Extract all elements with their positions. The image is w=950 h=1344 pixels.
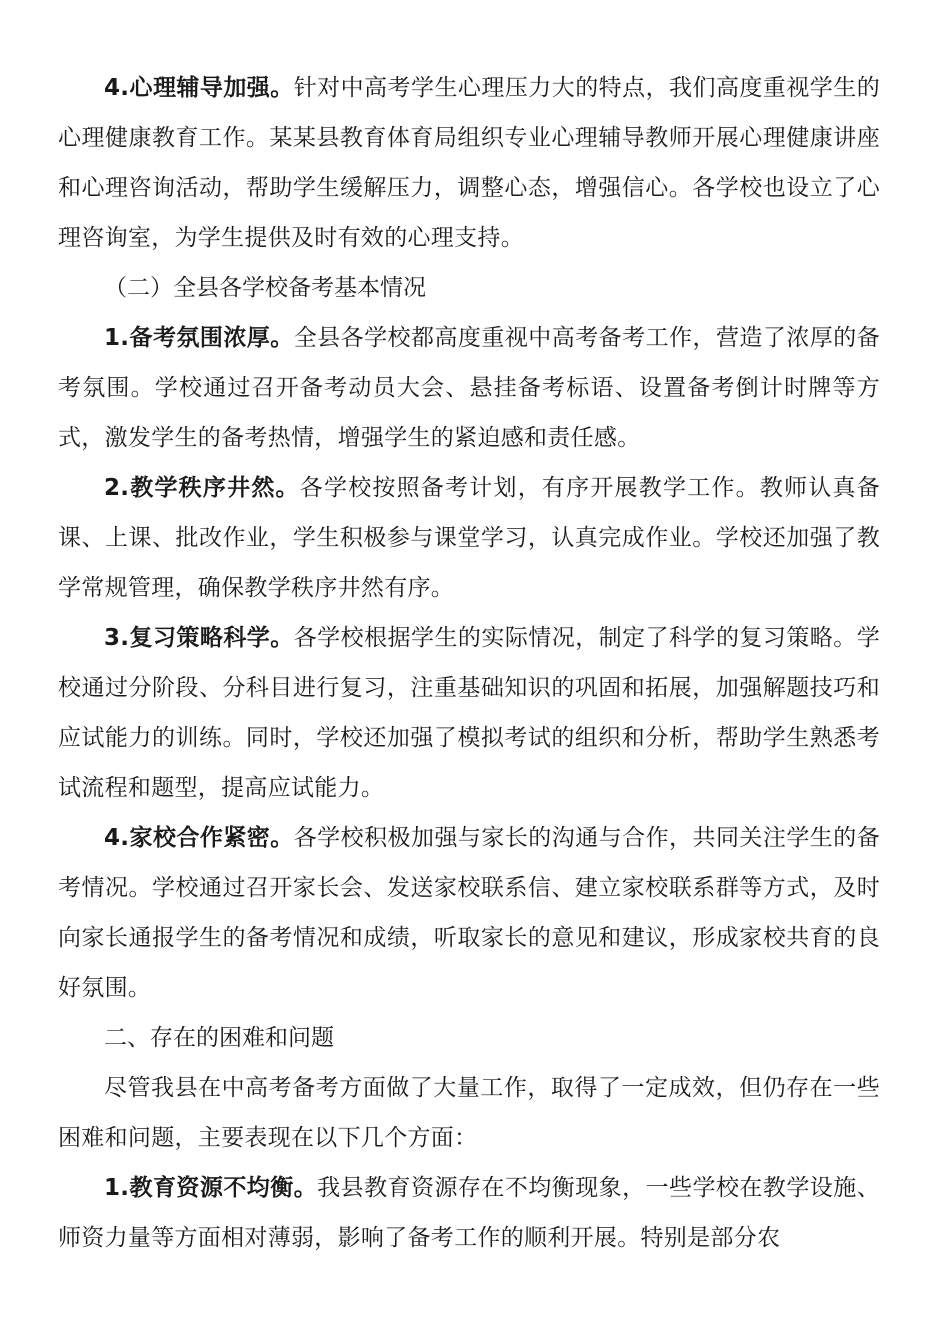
paragraph-text: 各学校积极加强与家长的沟通与合作，共同关注学生的备考情况。学校通过召开家长会、发送家校联系信、建立家校联系群等方式，及时向家长通报学生的备考情况和成绩，听取家长的意见和建议，形成家校共育的良好氛围。	[58, 825, 880, 1001]
paragraph-teaching-order	[58, 463, 880, 613]
paragraph-lead: 1.备考氛围浓厚。	[104, 325, 294, 351]
paragraph-lead: 1.教育资源不均衡。	[104, 1175, 318, 1201]
paragraph-review-strategy	[58, 613, 880, 813]
section-heading-school-preparation: （二）全县各学校备考基本情况	[104, 275, 426, 301]
paragraph-atmosphere	[58, 313, 880, 463]
paragraph-lead: 4.家校合作紧密。	[104, 825, 294, 851]
paragraph-resource-imbalance	[58, 1163, 880, 1263]
paragraph-text: 尽管我县在中高考备考方面做了大量工作，取得了一定成效，但仍存在一些困难和问题，主要表现在以下几个方面：	[58, 1075, 880, 1151]
paragraph-lead: 3.复习策略科学。	[104, 625, 294, 651]
section-heading-problems: 二、存在的困难和问题	[104, 1025, 334, 1051]
paragraph-text: 各学校按照备考计划，有序开展教学工作。教师认真备课、上课、批改作业，学生积极参与课堂学习，认真完成作业。学校还加强了教学常规管理，确保教学秩序井然有序。	[58, 475, 880, 601]
document-page	[58, 63, 880, 1263]
paragraph-text: 我县教育资源存在不均衡现象，一些学校在教学设施、师资力量等方面相对薄弱，影响了备考工作的顺利开展。特别是部分农	[58, 1175, 880, 1251]
paragraph-text: 全县各学校都高度重视中高考备考工作，营造了浓厚的备考氛围。学校通过召开备考动员大会、悬挂备考标语、设置备考倒计时牌等方式，激发学生的备考热情，增强学生的紧迫感和责任感。	[58, 325, 880, 451]
paragraph-lead: 4.心理辅导加强。	[104, 75, 294, 101]
paragraph-home-school	[58, 813, 880, 1013]
paragraph-lead: 2.教学秩序井然。	[104, 475, 300, 501]
paragraph-psychological-counseling	[58, 63, 880, 263]
paragraph-text: 各学校根据学生的实际情况，制定了科学的复习策略。学校通过分阶段、分科目进行复习，注重基础知识的巩固和拓展，加强解题技巧和应试能力的训练。同时，学校还加强了模拟考试的组织和分析，帮助学生熟悉考试流程和题型，提高应试能力。	[58, 625, 880, 801]
paragraph-problems-intro	[58, 1063, 880, 1163]
paragraph-text: 针对中高考学生心理压力大的特点，我们高度重视学生的心理健康教育工作。某某县教育体育局组织专业心理辅导教师开展心理健康讲座和心理咨询活动，帮助学生缓解压力，调整心态，增强信心。各学校也设立了心理咨询室，为学生提供及时有效的心理支持。	[58, 75, 880, 251]
